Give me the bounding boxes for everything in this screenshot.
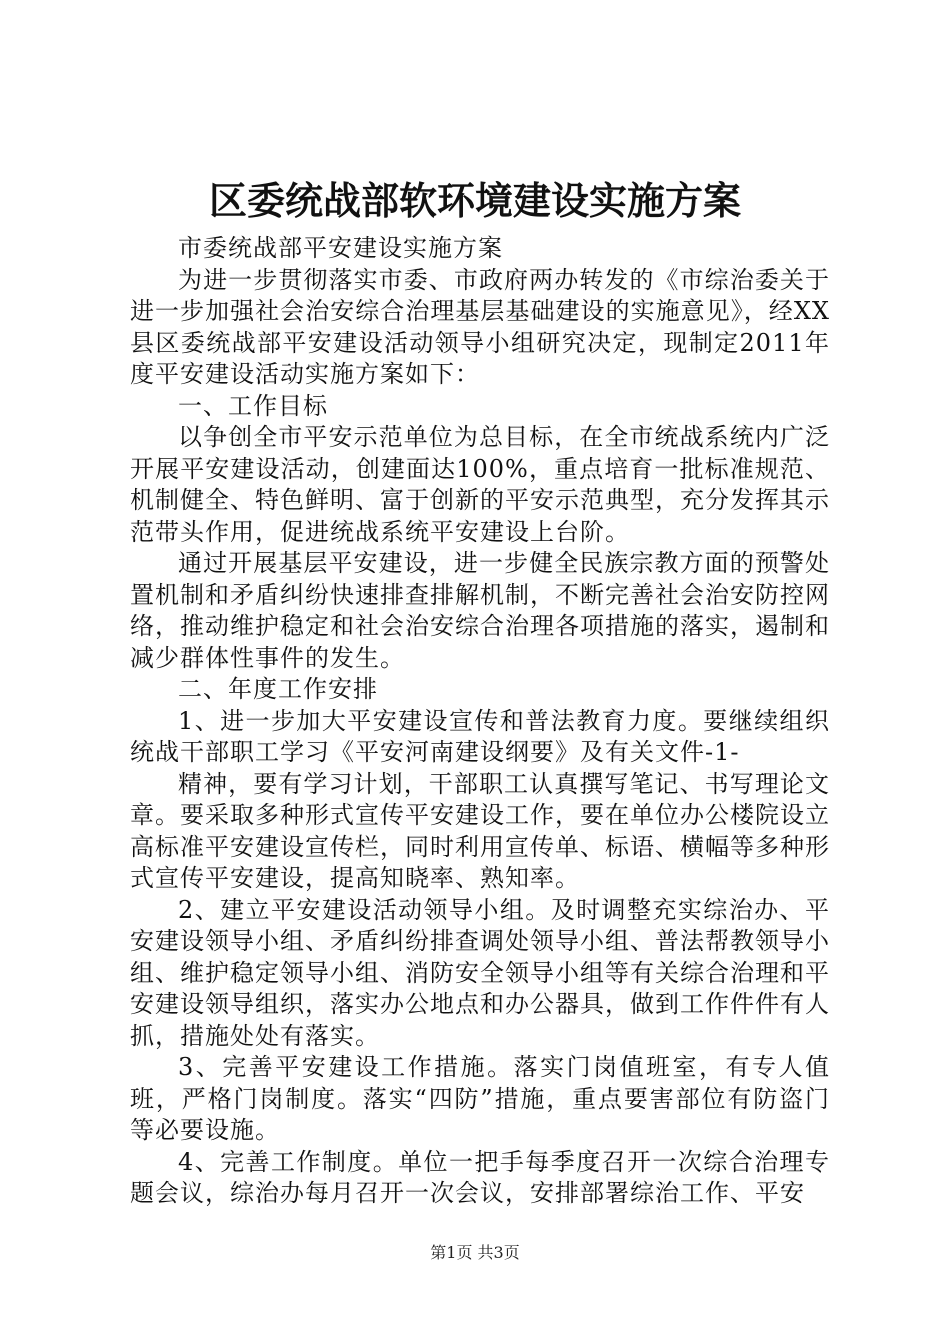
paragraph-goals: 以争创全市平安示范单位为总目标，在全市统战系统内广泛开展平安建设活动，创建面达100%，重点培育一批标准规范、机制健全、特色鲜明、富于创新的平安示范典型，充分发挥其示范带头作用，促进统战系统平安建设上台阶。 xyxy=(130,423,830,546)
paragraph-subtitle: 市委统战部平安建设实施方案 xyxy=(178,234,503,262)
paragraph-item-2: 2、建立平安建设活动领导小组。及时调整充实综治办、平安建设领导小组、矛盾纠纷排查调处领导小组、普法帮教领导小组、维护稳定领导小组、消防安全领导小组等有关综合治理和平安建设领导组织，落实办公地点和办公器具，做到工作件件有人抓，措施处处有落实。 xyxy=(130,895,830,1050)
page-number-footer: 第1页 共3页 xyxy=(430,1243,520,1262)
document-body xyxy=(130,233,830,1210)
paragraph-intro: 为进一步贯彻落实市委、市政府两办转发的《市综治委关于进一步加强社会治安综合治理基层基础建设的实施意见》，经XX县区委统战部平安建设活动领导小组研究决定，现制定2011年度平安建设活动实施方案如下： xyxy=(130,265,830,388)
document-title: 区委统战部软环境建设实施方案 xyxy=(208,178,741,223)
section-heading-arrangement: 二、年度工作安排 xyxy=(178,675,378,703)
paragraph-item-1: 1、进一步加大平安建设宣传和普法教育力度。要继续组织统战干部职工学习《平安河南建设纲要》及有关文件-1- xyxy=(130,706,830,766)
section-heading-goals: 一、工作目标 xyxy=(178,391,328,420)
paragraph-item-1-continued: 精神，要有学习计划，干部职工认真撰写笔记、书写理论文章。要采取多种形式宣传平安建设工作，要在单位办公楼院设立高标准平安建设宣传栏，同时利用宣传单、标语、横幅等多种形式宣传平安建设，提高知晓率、熟知率。 xyxy=(130,769,830,892)
paragraph-item-3: 3、完善平安建设工作措施。落实门岗值班室，有专人值班，严格门岗制度。落实“四防”措施，重点要害部位有防盗门等必要设施。 xyxy=(130,1053,830,1144)
paragraph-mechanism: 通过开展基层平安建设，进一步健全民族宗教方面的预警处置机制和矛盾纠纷快速排查排解机制，不断完善社会治安防控网络，推动维护稳定和社会治安综合治理各项措施的落实，遏制和减少群体性事件的发生。 xyxy=(130,549,830,672)
paragraph-item-4: 4、完善工作制度。单位一把手每季度召开一次综合治理专题会议，综治办每月召开一次会议，安排部署综治工作、平安 xyxy=(130,1147,830,1207)
